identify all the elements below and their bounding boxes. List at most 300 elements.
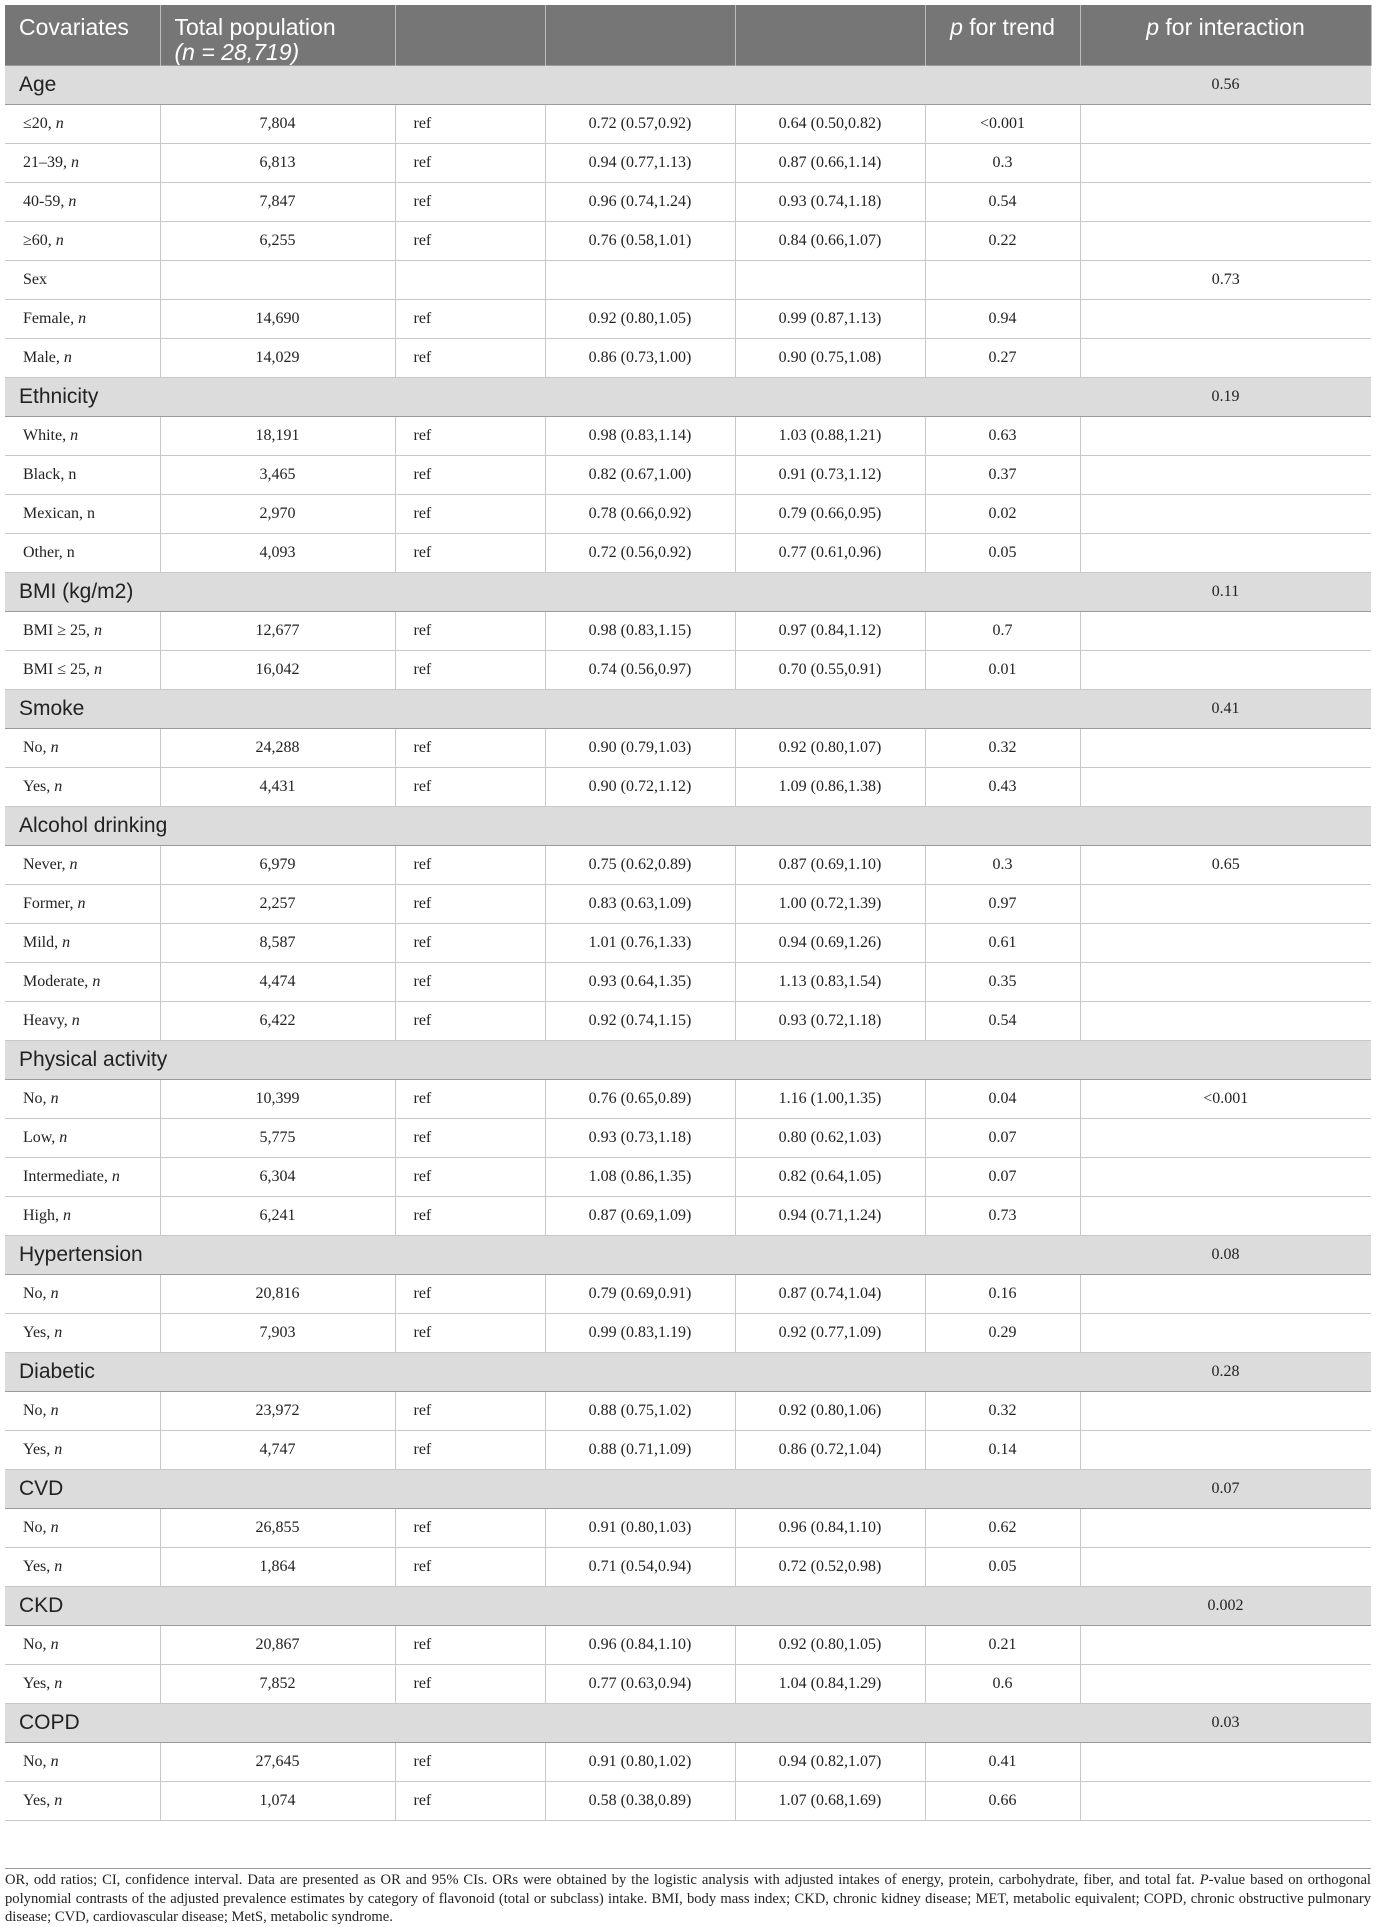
group-row	[5, 690, 1371, 729]
cell-ref: ref	[395, 768, 545, 807]
cell-p-trend: 0.3	[925, 846, 1080, 885]
cell-ci-2: 0.97 (0.84,1.12)	[735, 612, 925, 651]
row-label-text: Intermediate,	[23, 1168, 112, 1185]
cell-p-trend: 0.37	[925, 456, 1080, 495]
row-label-n: n	[94, 661, 103, 678]
cell-p-trend: 0.05	[925, 534, 1080, 573]
row-label	[5, 1275, 160, 1314]
cell-p-trend: 0.32	[925, 1392, 1080, 1431]
row-label-n: n	[94, 622, 103, 639]
cell-ci-1: 0.72 (0.56,0.92)	[545, 534, 735, 573]
row-label-text: Former,	[23, 895, 78, 912]
row-label	[5, 1314, 160, 1353]
row-label-text: Yes,	[23, 778, 55, 795]
cell-ref: ref	[395, 1665, 545, 1704]
row-label	[5, 1665, 160, 1704]
cell-ref: ref	[395, 144, 545, 183]
cell-p-interaction	[1080, 456, 1371, 495]
cell-p-trend: 0.66	[925, 1782, 1080, 1821]
cell-total: 1,864	[160, 1548, 395, 1587]
cell-p-interaction	[1080, 495, 1371, 534]
row-label	[5, 846, 160, 885]
row-label-n: n	[92, 973, 101, 990]
cell-ci-1: 0.88 (0.75,1.02)	[545, 1392, 735, 1431]
table-row	[5, 1743, 1371, 1782]
cell-total: 4,093	[160, 534, 395, 573]
table-row	[5, 183, 1371, 222]
cell-ref: ref	[395, 534, 545, 573]
cell-p-trend: 0.04	[925, 1080, 1080, 1119]
row-label-text: Yes,	[23, 1675, 55, 1692]
row-label	[5, 651, 160, 690]
group-label: Ethnicity	[5, 378, 1080, 417]
table-row	[5, 105, 1371, 144]
cell-p-interaction	[1080, 1431, 1371, 1470]
cell-total: 6,813	[160, 144, 395, 183]
row-label	[5, 495, 160, 534]
cell-p-interaction	[1080, 729, 1371, 768]
row-label-text: BMI ≤ 25,	[23, 661, 95, 678]
group-row	[5, 1353, 1371, 1392]
row-label	[5, 105, 160, 144]
cell-p-trend: 0.29	[925, 1314, 1080, 1353]
cell-ci-2: 0.90 (0.75,1.08)	[735, 339, 925, 378]
table-row	[5, 1509, 1371, 1548]
cell-total: 6,422	[160, 1002, 395, 1041]
row-label-n: n	[63, 349, 72, 366]
cell-ci-2: 0.92 (0.80,1.07)	[735, 729, 925, 768]
cell-ci-1: 0.90 (0.72,1.12)	[545, 768, 735, 807]
cell-p-trend: 0.43	[925, 768, 1080, 807]
cell-total: 4,474	[160, 963, 395, 1002]
header-total-population-n: (n = 28,719)	[174, 39, 300, 65]
cell-total: 8,587	[160, 924, 395, 963]
cell-ci-2: 0.94 (0.69,1.26)	[735, 924, 925, 963]
row-label-n: n	[55, 232, 64, 249]
cell-ci-2: 0.87 (0.74,1.04)	[735, 1275, 925, 1314]
row-label-n: n	[55, 115, 64, 132]
table-row	[5, 1626, 1371, 1665]
cell-p-interaction	[1080, 1119, 1371, 1158]
cell-ci-2: 0.93 (0.72,1.18)	[735, 1002, 925, 1041]
group-p-interaction	[1080, 807, 1371, 846]
cell-total: 5,775	[160, 1119, 395, 1158]
group-label: Smoke	[5, 690, 1080, 729]
cell-ci-2: 0.92 (0.80,1.06)	[735, 1392, 925, 1431]
cell-p-interaction	[1080, 1548, 1371, 1587]
row-label-n: n	[68, 193, 77, 210]
cell-ci-1: 0.98 (0.83,1.14)	[545, 417, 735, 456]
cell-ref: ref	[395, 1548, 545, 1587]
row-label-text: Yes,	[23, 1558, 55, 1575]
row-label-text: Yes,	[23, 1324, 55, 1341]
cell-total: 14,029	[160, 339, 395, 378]
cell-p-interaction	[1080, 924, 1371, 963]
table-footnote	[5, 1871, 1371, 1927]
cell-ci-2: 0.87 (0.69,1.10)	[735, 846, 925, 885]
row-label-n: n	[54, 1441, 63, 1458]
table-row	[5, 456, 1371, 495]
cell-p-trend: 0.54	[925, 1002, 1080, 1041]
cell-ci-1: 0.86 (0.73,1.00)	[545, 339, 735, 378]
cell-ci-1: 0.91 (0.80,1.02)	[545, 1743, 735, 1782]
table-row	[5, 1665, 1371, 1704]
cell-ci-2: 0.80 (0.62,1.03)	[735, 1119, 925, 1158]
cell-ci-1: 0.88 (0.71,1.09)	[545, 1431, 735, 1470]
cell-ref	[395, 261, 545, 300]
table-row	[5, 651, 1371, 690]
cell-p-interaction	[1080, 339, 1371, 378]
row-label	[5, 339, 160, 378]
row-label	[5, 1002, 160, 1041]
cell-ci-2: 0.94 (0.82,1.07)	[735, 1743, 925, 1782]
table-row	[5, 1197, 1371, 1236]
header-p-interaction	[1080, 5, 1371, 66]
cell-ci-2: 0.86 (0.72,1.04)	[735, 1431, 925, 1470]
cell-p-interaction: <0.001	[1080, 1080, 1371, 1119]
row-label-n: n	[54, 778, 63, 795]
cell-ci-1: 0.92 (0.74,1.15)	[545, 1002, 735, 1041]
header-p-trend-text: for trend	[962, 14, 1055, 40]
table-row	[5, 846, 1371, 885]
cell-p-trend	[925, 261, 1080, 300]
subgroup-analysis-table	[5, 5, 1372, 1821]
row-label	[5, 612, 160, 651]
cell-p-trend: <0.001	[925, 105, 1080, 144]
cell-p-interaction	[1080, 534, 1371, 573]
header-p-interaction-text: for interaction	[1159, 14, 1305, 40]
footnote-part2: -value based on orthogonal polynomial contrasts of the adjusted prevalence estimates by category of flavonoid (total or subclass) intake. BMI, body mass index; CKD, chronic kidney disease; MET, metabolic equivalent; COPD, chronic obstructive pulmonary disease; CVD, cardiovascular disease; MetS, metabolic syndrome.	[5, 1872, 1371, 1925]
table-row	[5, 300, 1371, 339]
table-row	[5, 1080, 1371, 1119]
row-label-n: n	[54, 1558, 63, 1575]
cell-p-trend: 0.02	[925, 495, 1080, 534]
cell-p-interaction	[1080, 1743, 1371, 1782]
cell-ci-1: 0.96 (0.84,1.10)	[545, 1626, 735, 1665]
group-label: Alcohol drinking	[5, 807, 1080, 846]
row-label-n: n	[71, 154, 79, 171]
cell-ci-1: 0.76 (0.65,0.89)	[545, 1080, 735, 1119]
row-label-n: n	[50, 1519, 59, 1536]
row-label-text: Female,	[23, 310, 79, 327]
header-total-population-label: Total population	[174, 14, 336, 40]
cell-p-interaction	[1080, 1509, 1371, 1548]
row-label-text: No,	[23, 1090, 51, 1107]
group-p-interaction: 0.56	[1080, 66, 1371, 105]
table-row	[5, 768, 1371, 807]
table-row	[5, 885, 1371, 924]
cell-total: 20,867	[160, 1626, 395, 1665]
cell-p-interaction	[1080, 651, 1371, 690]
row-label	[5, 729, 160, 768]
header-total-population	[160, 5, 395, 66]
row-label	[5, 300, 160, 339]
row-label	[5, 144, 160, 183]
cell-p-interaction	[1080, 768, 1371, 807]
cell-p-interaction	[1080, 300, 1371, 339]
cell-ref: ref	[395, 417, 545, 456]
cell-p-trend: 0.21	[925, 1626, 1080, 1665]
group-row	[5, 1041, 1371, 1080]
group-row	[5, 1470, 1371, 1509]
cell-ci-2: 0.70 (0.55,0.91)	[735, 651, 925, 690]
cell-p-interaction	[1080, 417, 1371, 456]
cell-p-trend: 0.22	[925, 222, 1080, 261]
row-label-n: n	[50, 1636, 59, 1653]
cell-total: 7,852	[160, 1665, 395, 1704]
cell-p-trend: 0.01	[925, 651, 1080, 690]
cell-ref: ref	[395, 924, 545, 963]
cell-total: 7,847	[160, 183, 395, 222]
row-label	[5, 924, 160, 963]
cell-p-trend: 0.62	[925, 1509, 1080, 1548]
table-row	[5, 1119, 1371, 1158]
row-label-n: n	[111, 1168, 120, 1185]
cell-p-trend: 0.54	[925, 183, 1080, 222]
table-row	[5, 1275, 1371, 1314]
table-row	[5, 924, 1371, 963]
row-label-text: Mild,	[23, 934, 63, 951]
group-row	[5, 1236, 1371, 1275]
cell-ci-2: 1.07 (0.68,1.69)	[735, 1782, 925, 1821]
footnote-p-italic: P	[1199, 1872, 1209, 1888]
row-label	[5, 1431, 160, 1470]
table-row	[5, 222, 1371, 261]
group-p-interaction: 0.07	[1080, 1470, 1371, 1509]
cell-ci-1: 0.96 (0.74,1.24)	[545, 183, 735, 222]
cell-total: 7,903	[160, 1314, 395, 1353]
cell-total: 24,288	[160, 729, 395, 768]
group-row	[5, 66, 1371, 105]
cell-ci-1: 0.76 (0.58,1.01)	[545, 222, 735, 261]
cell-p-interaction	[1080, 1626, 1371, 1665]
cell-total: 6,979	[160, 846, 395, 885]
cell-ci-1: 1.01 (0.76,1.33)	[545, 924, 735, 963]
row-label	[5, 222, 160, 261]
table-body	[5, 66, 1371, 1821]
cell-ci-1: 0.98 (0.83,1.15)	[545, 612, 735, 651]
cell-p-trend: 0.6	[925, 1665, 1080, 1704]
cell-p-interaction	[1080, 612, 1371, 651]
cell-total: 3,465	[160, 456, 395, 495]
row-label-n: n	[59, 1129, 68, 1146]
row-label-n: n	[50, 1402, 59, 1419]
table-row	[5, 612, 1371, 651]
cell-ref: ref	[395, 1431, 545, 1470]
table-row	[5, 729, 1371, 768]
header-col4	[545, 5, 735, 66]
group-p-interaction: 0.41	[1080, 690, 1371, 729]
cell-ci-2: 1.00 (0.72,1.39)	[735, 885, 925, 924]
header-col3	[395, 5, 545, 66]
cell-ref: ref	[395, 729, 545, 768]
cell-ci-2: 0.77 (0.61,0.96)	[735, 534, 925, 573]
group-p-interaction: 0.19	[1080, 378, 1371, 417]
cell-ci-1: 0.90 (0.79,1.03)	[545, 729, 735, 768]
cell-ref: ref	[395, 1743, 545, 1782]
row-label-text: No,	[23, 1519, 51, 1536]
cell-ref: ref	[395, 1275, 545, 1314]
cell-p-trend: 0.3	[925, 144, 1080, 183]
group-row	[5, 378, 1371, 417]
cell-ref: ref	[395, 183, 545, 222]
cell-ref: ref	[395, 1119, 545, 1158]
row-label-text: Heavy,	[23, 1012, 72, 1029]
cell-p-trend: 0.16	[925, 1275, 1080, 1314]
group-row	[5, 807, 1371, 846]
footnote-part1: OR, odd ratios; CI, confidence interval. Data are presented as OR and 95% CIs. ORs were obtained by the logistic analysis with adjusted intakes of energy, protein, carbohydrate, fiber, and total fat.	[5, 1872, 1200, 1888]
cell-p-interaction	[1080, 1782, 1371, 1821]
cell-ci-1: 0.71 (0.54,0.94)	[545, 1548, 735, 1587]
cell-ci-2: 0.92 (0.77,1.09)	[735, 1314, 925, 1353]
table-wrapper	[5, 5, 1371, 1821]
row-label-n: n	[50, 1285, 59, 1302]
row-label-text: BMI ≥ 25,	[23, 622, 95, 639]
group-p-interaction: 0.28	[1080, 1353, 1371, 1392]
group-label: COPD	[5, 1704, 1080, 1743]
cell-total: 10,399	[160, 1080, 395, 1119]
row-label	[5, 417, 160, 456]
cell-ci-2: 1.04 (0.84,1.29)	[735, 1665, 925, 1704]
group-p-interaction	[1080, 1041, 1371, 1080]
row-label	[5, 1548, 160, 1587]
row-label-n: n	[50, 1090, 59, 1107]
row-label-n: n	[50, 739, 59, 756]
cell-ci-1: 0.82 (0.67,1.00)	[545, 456, 735, 495]
table-header	[5, 5, 1371, 66]
cell-ref: ref	[395, 1392, 545, 1431]
cell-total: 26,855	[160, 1509, 395, 1548]
cell-total: 2,257	[160, 885, 395, 924]
table-row	[5, 261, 1371, 300]
cell-p-interaction	[1080, 1197, 1371, 1236]
cell-ci-2: 0.96 (0.84,1.10)	[735, 1509, 925, 1548]
row-label-n: n	[78, 310, 87, 327]
cell-ci-1: 0.78 (0.66,0.92)	[545, 495, 735, 534]
row-label	[5, 1197, 160, 1236]
cell-total: 23,972	[160, 1392, 395, 1431]
row-label-text: Male,	[23, 349, 64, 366]
table-row	[5, 1548, 1371, 1587]
cell-p-interaction	[1080, 1002, 1371, 1041]
cell-ci-1: 0.77 (0.63,0.94)	[545, 1665, 735, 1704]
row-label-n: n	[54, 1324, 63, 1341]
cell-total: 27,645	[160, 1743, 395, 1782]
table-row	[5, 417, 1371, 456]
cell-ci-2: 0.87 (0.66,1.14)	[735, 144, 925, 183]
row-label-text: Never,	[23, 856, 70, 873]
table-row	[5, 963, 1371, 1002]
header-col5	[735, 5, 925, 66]
cell-total: 4,431	[160, 768, 395, 807]
row-label-n: n	[77, 895, 86, 912]
row-label-text: Moderate,	[23, 973, 93, 990]
cell-ref: ref	[395, 651, 545, 690]
cell-p-trend: 0.14	[925, 1431, 1080, 1470]
cell-ci-1: 0.87 (0.69,1.09)	[545, 1197, 735, 1236]
cell-ci-2: 0.93 (0.74,1.18)	[735, 183, 925, 222]
group-label: Physical activity	[5, 1041, 1080, 1080]
cell-p-interaction	[1080, 1275, 1371, 1314]
cell-p-interaction: 0.65	[1080, 846, 1371, 885]
cell-p-interaction	[1080, 222, 1371, 261]
group-label: CKD	[5, 1587, 1080, 1626]
cell-ci-1: 0.74 (0.56,0.97)	[545, 651, 735, 690]
row-label	[5, 1392, 160, 1431]
row-label	[5, 963, 160, 1002]
cell-ci-1: 1.08 (0.86,1.35)	[545, 1158, 735, 1197]
cell-ci-2	[735, 261, 925, 300]
cell-ci-2: 0.91 (0.73,1.12)	[735, 456, 925, 495]
row-label-n: n	[70, 427, 79, 444]
cell-ci-1: 0.58 (0.38,0.89)	[545, 1782, 735, 1821]
cell-total	[160, 261, 395, 300]
group-label: Diabetic	[5, 1353, 1080, 1392]
cell-p-interaction	[1080, 1392, 1371, 1431]
cell-ci-1: 0.94 (0.77,1.13)	[545, 144, 735, 183]
cell-total: 12,677	[160, 612, 395, 651]
row-label-text: No,	[23, 1636, 51, 1653]
row-label-text: 21–39,	[23, 154, 71, 171]
cell-total: 16,042	[160, 651, 395, 690]
table-row	[5, 1431, 1371, 1470]
row-label-text: Mexican, n	[23, 505, 95, 522]
group-label: CVD	[5, 1470, 1080, 1509]
cell-total: 6,241	[160, 1197, 395, 1236]
row-label-n: n	[54, 1675, 63, 1692]
row-label-n: n	[62, 934, 71, 951]
cell-p-trend: 0.73	[925, 1197, 1080, 1236]
cell-total: 6,255	[160, 222, 395, 261]
row-label-text: Sex	[23, 271, 47, 288]
cell-ref: ref	[395, 1314, 545, 1353]
cell-ref: ref	[395, 1197, 545, 1236]
group-label: Hypertension	[5, 1236, 1080, 1275]
row-label	[5, 1080, 160, 1119]
row-label	[5, 1158, 160, 1197]
cell-ci-2: 0.82 (0.64,1.05)	[735, 1158, 925, 1197]
row-label-n: n	[54, 1792, 63, 1809]
header-p-trend-p: p	[950, 14, 963, 40]
row-label	[5, 885, 160, 924]
cell-ci-2: 0.64 (0.50,0.82)	[735, 105, 925, 144]
row-label	[5, 261, 160, 300]
group-label: BMI (kg/m2)	[5, 573, 1080, 612]
group-p-interaction: 0.11	[1080, 573, 1371, 612]
row-label	[5, 1509, 160, 1548]
cell-p-trend: 0.35	[925, 963, 1080, 1002]
group-row	[5, 1704, 1371, 1743]
cell-total: 6,304	[160, 1158, 395, 1197]
header-covariates: Covariates	[5, 5, 160, 66]
cell-p-trend: 0.7	[925, 612, 1080, 651]
row-label-text: Other, n	[23, 544, 75, 561]
cell-total: 7,804	[160, 105, 395, 144]
row-label-n: n	[50, 1753, 59, 1770]
header-p-trend	[925, 5, 1080, 66]
cell-ref: ref	[395, 963, 545, 1002]
row-label-text: ≤20,	[23, 115, 56, 132]
cell-p-interaction	[1080, 963, 1371, 1002]
row-label-text: 40-59,	[23, 193, 69, 210]
cell-total: 4,747	[160, 1431, 395, 1470]
cell-ci-1: 0.99 (0.83,1.19)	[545, 1314, 735, 1353]
table-row	[5, 1782, 1371, 1821]
cell-ci-1: 0.93 (0.73,1.18)	[545, 1119, 735, 1158]
cell-ref: ref	[395, 300, 545, 339]
cell-p-trend: 0.07	[925, 1119, 1080, 1158]
cell-p-trend: 0.32	[925, 729, 1080, 768]
